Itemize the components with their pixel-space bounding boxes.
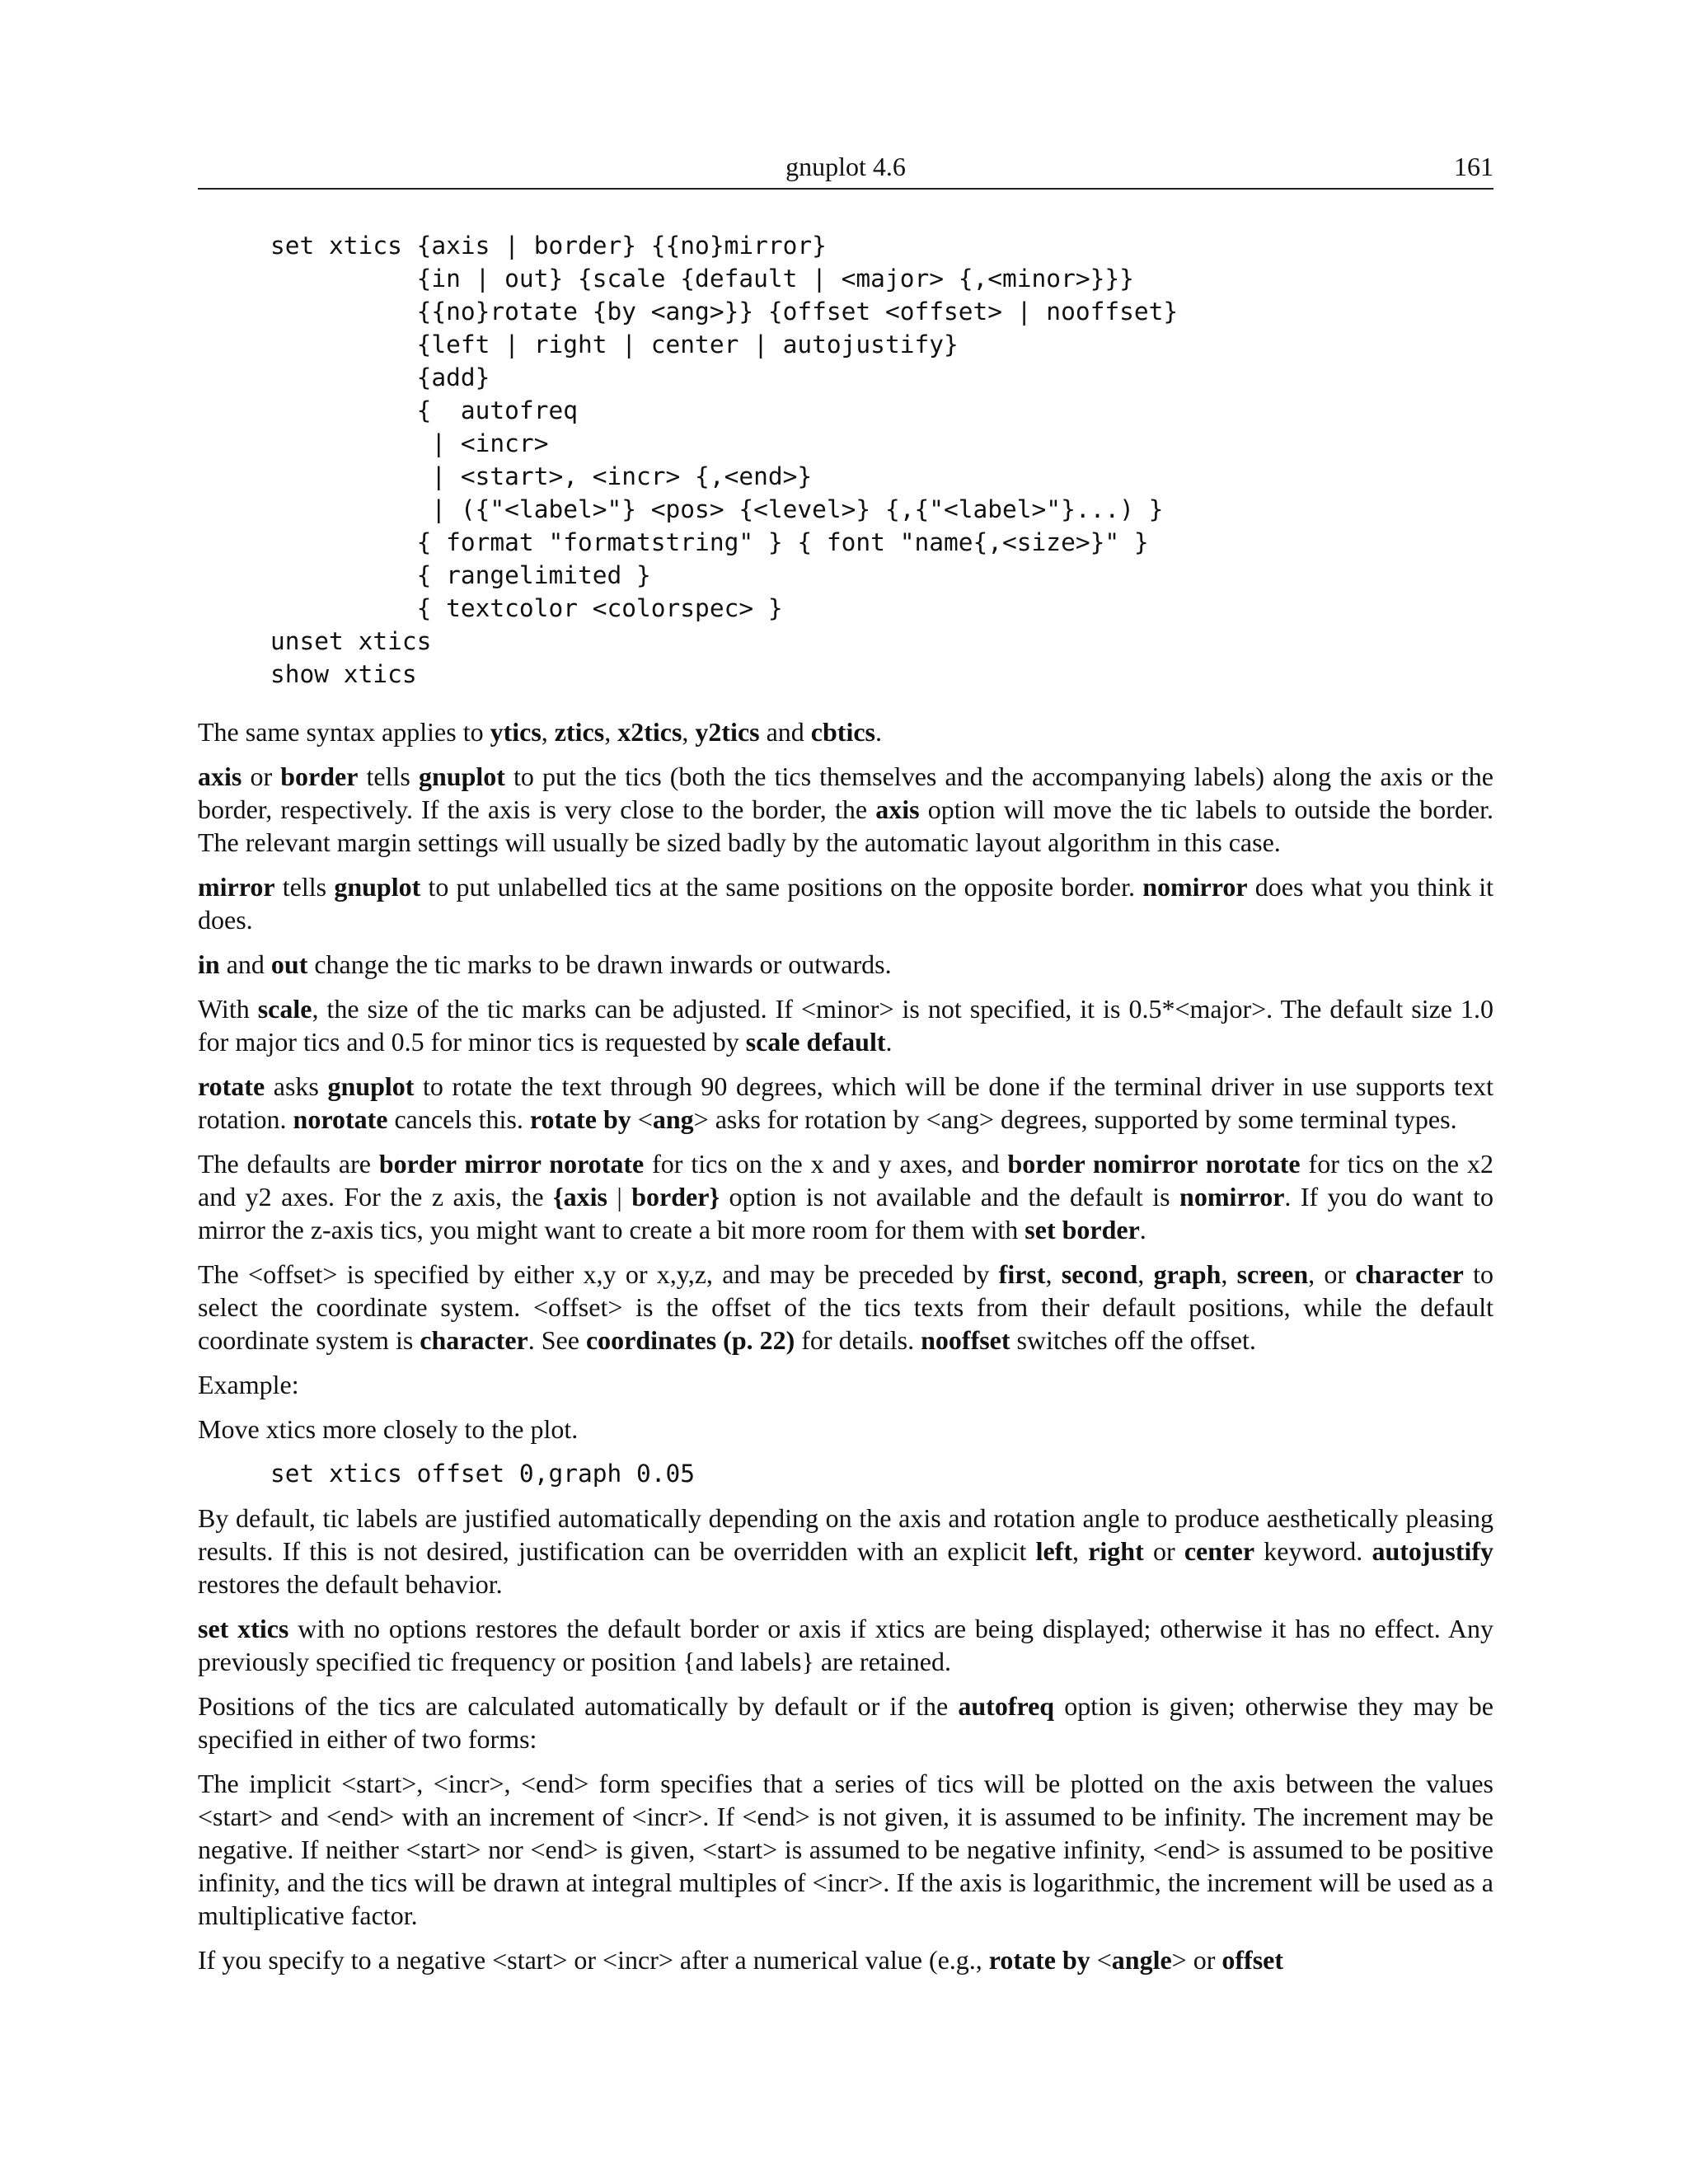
bold-term: mirror <box>198 872 275 902</box>
bold-term: scale default <box>745 1027 886 1057</box>
bold-term: border <box>280 762 359 791</box>
text-run: . See <box>528 1325 586 1355</box>
code-line: { rangelimited } <box>270 561 651 589</box>
text-run: for tics on the x2 and y2 axes. For the z axis, the <box>198 1149 1494 1212</box>
text-run: . If you do want to mirror the z-axis tics, you might want to create a bit more room for them with <box>198 1182 1494 1244</box>
paragraph <box>198 1943 1493 1976</box>
text-run: asks <box>265 1071 328 1101</box>
bold-term: y2tics <box>695 717 760 747</box>
code-line: {in | out} {scale {default | <major> {,<minor>}}} <box>270 265 1134 293</box>
text-run: The defaults are <box>198 1149 379 1179</box>
bold-term: right <box>1088 1536 1144 1566</box>
bold-term: gnuplot <box>418 762 505 791</box>
bold-term: nomirror <box>1179 1182 1285 1212</box>
text-run: . <box>885 1027 893 1057</box>
bold-term: character <box>420 1325 528 1355</box>
text-run: option is given; otherwise they may be specified in either of two forms: <box>198 1691 1494 1754</box>
text-run: , <box>1221 1259 1237 1289</box>
paragraph <box>198 1690 1493 1755</box>
bold-term: set xtics <box>198 1614 289 1643</box>
text-run: to put unlabelled tics at the same positions on the opposite border. <box>420 872 1143 902</box>
text-run: , <box>1071 1536 1089 1566</box>
text-run: | <box>607 1182 632 1212</box>
code-line: | ({"<label>"} <pos> {<level>} {,{"<label>"}...) } <box>270 495 1164 523</box>
text-run: cancels this. <box>387 1104 530 1134</box>
body-text <box>198 715 1493 1988</box>
bold-term: nooffset <box>921 1325 1010 1355</box>
text-run: and <box>219 949 271 979</box>
bold-term: second <box>1061 1259 1138 1289</box>
bold-term: x2tics <box>617 717 682 747</box>
bold-term: rotate by <box>988 1945 1090 1975</box>
text-run: , <box>1137 1259 1154 1289</box>
text-run: does what you think it does. <box>198 872 1493 935</box>
bold-term: border nomirror norotate <box>1007 1149 1301 1179</box>
paragraph <box>198 1147 1493 1246</box>
code-line: { autofreq <box>270 396 578 424</box>
text-run: , the size of the tic marks can be adjusted. If <minor> is not specified, it is 0.5*<major>. The default size 1.0 for major tics and 0.5 for minor tics is requested by <box>198 994 1494 1057</box>
bold-term: gnuplot <box>334 872 421 902</box>
paragraph <box>198 1368 1493 1401</box>
text-run: keyword. <box>1254 1536 1372 1566</box>
paragraph <box>198 715 1493 748</box>
bold-term: angle <box>1111 1945 1172 1975</box>
text-run: for tics on the x and y axes, and <box>644 1149 1008 1179</box>
text-run: Example: <box>198 1370 299 1399</box>
bold-term: border mirror norotate <box>378 1149 645 1179</box>
header-title: gnuplot 4.6 <box>785 152 906 181</box>
code-line: set xtics {axis | border} {{no}mirror} <box>270 232 827 260</box>
text-run: restores the default behavior. <box>198 1569 503 1599</box>
code-line: {{no}rotate {by <ang>}} {offset <offset> | nooffset} <box>270 298 1179 326</box>
bold-term: ytics <box>490 717 542 747</box>
text-run: or <box>241 762 281 791</box>
bold-term: in <box>198 949 220 979</box>
bold-term: character <box>1355 1259 1464 1289</box>
text-run: The implicit <start>, <incr>, <end> form specifies that a series of tics will be plotted on the axis between the values <start> and <end> with an increment of <incr>. If <end> is not given, it is assumed to be infinity. The increment may be negative. If neither <start> nor <end> is given, <start> is assumed to be negative infinity, <end> is assumed to be positive infinity, and the tics will be drawn at integral multiples of <incr>. If the axis is logarithmic, the increment will be used as a multiplicative factor. <box>198 1769 1493 1930</box>
text-run: . <box>875 717 882 747</box>
syntax-code-block <box>270 229 1178 691</box>
bold-term: set border <box>1025 1215 1140 1244</box>
bold-term: cbtics <box>810 717 875 747</box>
text-run: With <box>198 994 258 1024</box>
text-run: with no options restores the default border or axis if xtics are being displayed; otherwise it has no effect. Any previously specified tic frequency or position {and labels} are retained. <box>198 1614 1494 1676</box>
bold-term: ang <box>652 1104 694 1134</box>
text-run: < <box>631 1104 653 1134</box>
bold-term: out <box>270 949 308 979</box>
bold-term: gnuplot <box>327 1071 415 1101</box>
text-run: option is not available and the default is <box>720 1182 1180 1212</box>
code-line: show xtics <box>270 660 417 688</box>
text-run: By default, tic labels are justified automatically depending on the axis and rotation angle to produce aesthetically pleasing results. If this is not desired, justification can be overridden with an explicit <box>198 1503 1493 1566</box>
text-run: , <box>604 717 618 747</box>
text-run: < <box>1090 1945 1112 1975</box>
bold-term: autojustify <box>1372 1536 1494 1566</box>
paragraph <box>198 1413 1493 1446</box>
text-run: Positions of the tics are calculated automatically by default or if the <box>198 1691 959 1721</box>
text-run: The same syntax applies to <box>198 717 490 747</box>
running-header <box>198 148 1493 190</box>
bold-term: axis <box>198 762 242 791</box>
text-run: , <box>541 717 555 747</box>
bold-term: screen <box>1236 1259 1309 1289</box>
bold-term: left <box>1035 1536 1072 1566</box>
text-run: The <offset> is specified by either x,y or x,y,z, and may be preceded by <box>198 1259 999 1289</box>
paragraph <box>198 992 1493 1058</box>
bold-term: rotate <box>198 1071 265 1101</box>
code-line: unset xtics <box>270 627 432 655</box>
bold-term: axis <box>875 794 920 824</box>
code-line: | <start>, <incr> {,<end>} <box>270 462 813 490</box>
text-run: to put the tics (both the tics themselves and the accompanying labels) along the axis or the border, respectively. If the axis is very close to the border, the <box>198 762 1494 824</box>
paragraph <box>198 1502 1493 1601</box>
code-line: | <incr> <box>270 429 549 457</box>
bold-term: coordinates (p. 22) <box>585 1325 795 1355</box>
code-line: {add} <box>270 363 490 391</box>
text-run: for details. <box>795 1325 921 1355</box>
paragraph <box>198 1612 1493 1678</box>
page-number: 161 <box>1454 152 1493 181</box>
paragraph <box>198 870 1493 936</box>
bold-term: rotate by <box>529 1104 631 1134</box>
text-run: Move xtics more closely to the plot. <box>198 1414 579 1444</box>
code-line: { format "formatstring" } { font "name{,<size>}" } <box>270 528 1149 556</box>
text-run: tells <box>274 872 335 902</box>
code-line: {left | right | center | autojustify} <box>270 330 959 359</box>
code-line: { textcolor <colorspec> } <box>270 594 783 622</box>
text-run: If you specify to a negative <start> or <incr> after a numerical value (e.g., <box>198 1945 989 1975</box>
text-run: > asks for rotation by <ang> degrees, supported by some terminal types. <box>693 1104 1457 1134</box>
text-run: , <box>682 717 696 747</box>
paragraph <box>198 1258 1493 1357</box>
bold-term: first <box>998 1259 1046 1289</box>
text-run: change the tic marks to be drawn inwards or outwards. <box>307 949 892 979</box>
bold-term: ztics <box>554 717 605 747</box>
text-run: . <box>1139 1215 1146 1244</box>
bold-term: norotate <box>293 1104 388 1134</box>
paragraph <box>198 1767 1493 1932</box>
text-run: switches off the offset. <box>1010 1325 1256 1355</box>
text-run: , <box>1045 1259 1062 1289</box>
bold-term: graph <box>1153 1259 1221 1289</box>
bold-term: autofreq <box>958 1691 1055 1721</box>
bold-term: border} <box>631 1182 720 1212</box>
text-run: and <box>759 717 811 747</box>
paragraph <box>198 948 1493 981</box>
text-run: or <box>1143 1536 1184 1566</box>
text-run: to select the coordinate system. <offset> is the offset of the tics texts from their default positions, while the default coordinate system is <box>198 1259 1494 1355</box>
text-run: tells <box>358 762 419 791</box>
bold-term: scale <box>257 994 312 1024</box>
example-code: set xtics offset 0,graph 0.05 <box>270 1460 696 1488</box>
text-run: , or <box>1308 1259 1356 1289</box>
paragraph <box>198 760 1493 859</box>
text-run: option will move the tic labels to outside the border. The relevant margin settings will usually be sized badly by the automatic layout algorithm in this case. <box>198 794 1494 857</box>
bold-term: center <box>1184 1536 1255 1566</box>
text-run: to rotate the text through 90 degrees, which will be done if the terminal driver in use supports text rotation. <box>198 1071 1494 1134</box>
paragraph <box>198 1070 1493 1136</box>
bold-term: nomirror <box>1142 872 1248 902</box>
bold-term: offset <box>1221 1945 1283 1975</box>
text-run: > or <box>1171 1945 1222 1975</box>
bold-term: {axis <box>553 1182 607 1212</box>
